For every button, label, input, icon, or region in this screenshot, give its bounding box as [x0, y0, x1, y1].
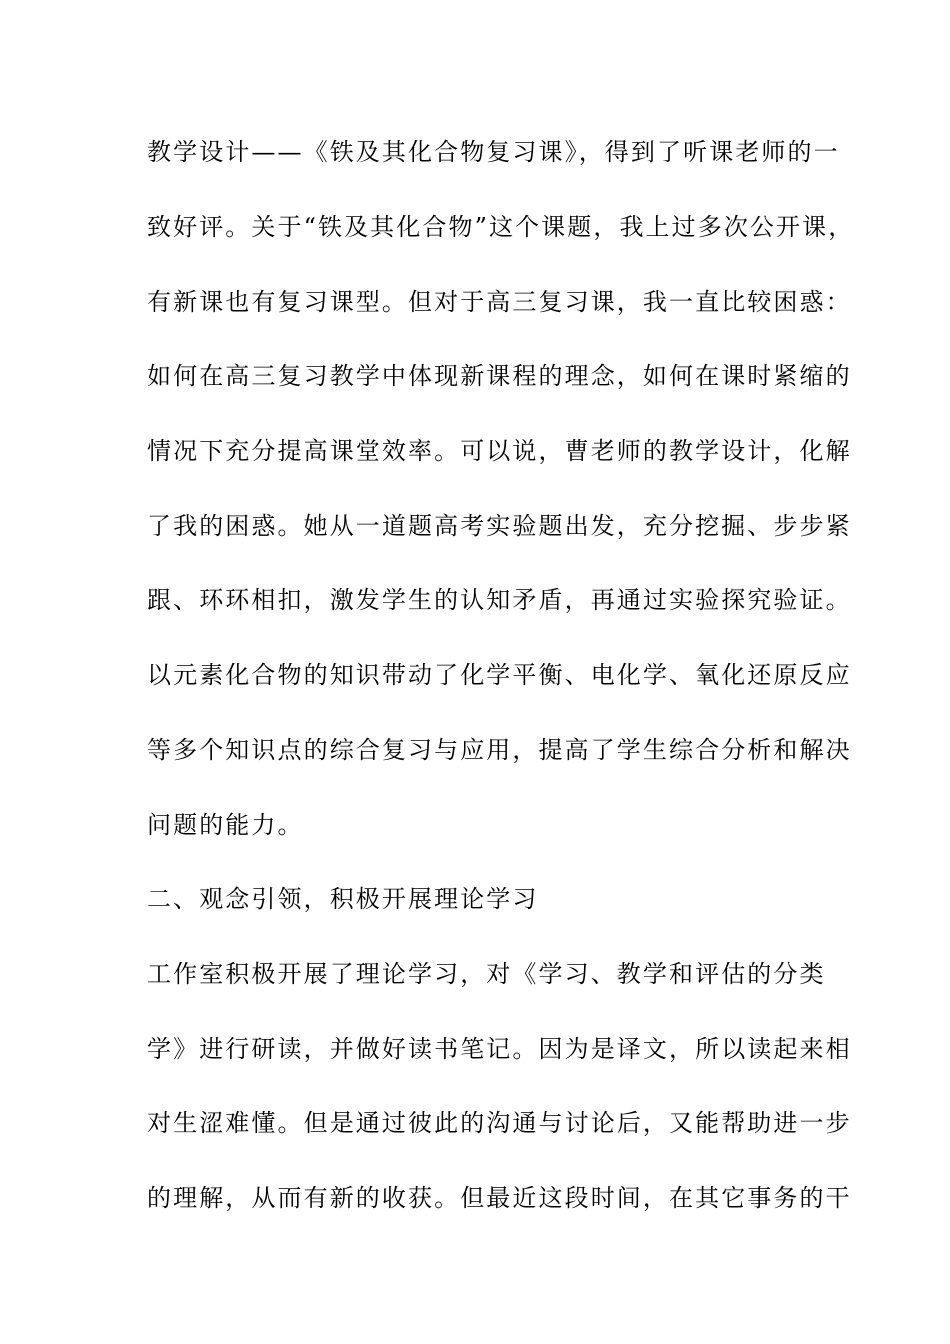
paragraph-line-5: 情况下充分提高课堂效率。可以说，曹老师的教学设计，化解 [147, 437, 852, 465]
paragraph-line-11: 工作室积极开展了理论学习，对《学习、教学和评估的分类 [147, 960, 826, 988]
paragraph-line-3: 有新课也有复习课型。但对于高三复习课，我一直比较困惑： [147, 288, 852, 316]
paragraph-line-14: 的理解，从而有新的收获。但最近这段时间，在其它事务的干 [147, 1184, 852, 1212]
paragraph-line-1: 教学设计——《铁及其化合物复习课》，得到了听课老师的一 [147, 138, 840, 166]
paragraph-line-4: 如何在高三复习教学中体现新课程的理念，如何在课时紧缩的 [147, 362, 852, 390]
paragraph-line-13: 对生涩难懂。但是通过彼此的沟通与讨论后，又能帮助进一步 [147, 1109, 852, 1137]
paragraph-line-8: 以元素化合物的知识带动了化学平衡、电化学、氧化还原反应 [147, 661, 852, 689]
paragraph-line-10: 问题的能力。 [147, 811, 304, 839]
section-heading: 二、观念引领，积极开展理论学习 [147, 885, 539, 913]
paragraph-line-6: 了我的困惑。她从一道题高考实验题出发，充分挖掘、步步紧 [147, 512, 852, 540]
paragraph-line-9: 等多个知识点的综合复习与应用，提高了学生综合分析和解决 [147, 736, 852, 764]
paragraph-line-7: 跟、环环相扣，激发学生的认知矛盾，再通过实验探究验证。 [147, 586, 852, 614]
paragraph-line-12: 学》进行研读，并做好读书笔记。因为是译文，所以读起来相 [147, 1035, 852, 1063]
paragraph-line-2: 致好评。关于“铁及其化合物”这个课题，我上过多次公开课， [147, 213, 855, 241]
